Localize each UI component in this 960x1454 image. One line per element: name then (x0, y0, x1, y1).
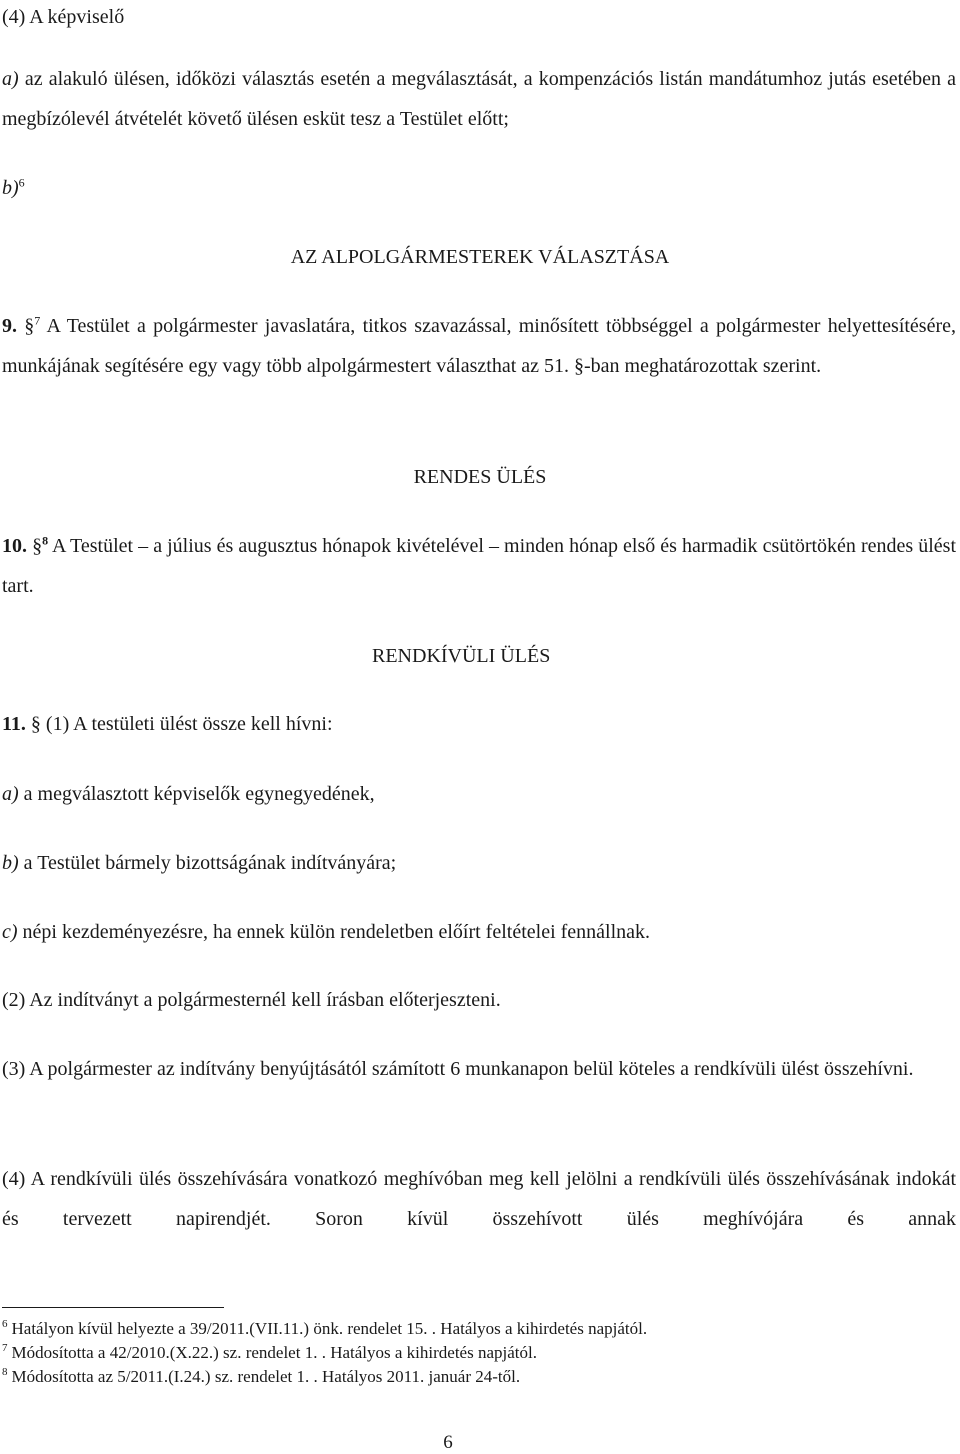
section-9-text: A Testület a polgármester javaslatára, titkos szavazással, minősített többséggel a polgármester helyettesítésére, munkájának segítésére egy vagy több alpolgármestert választhat az 51. §-ban meghatározottak szerint. (2, 315, 957, 377)
paragraph-4a-text: az alakuló ülésen, időközi választás esetén a megválasztását, a kompenzációs listán mandátumhoz jutás esetében a megbízólevél átvételét követő ülésen esküt tesz a Testület előtt; (2, 68, 956, 130)
paragraph-4-heading: (4) A képviselő (2, 6, 125, 28)
section-10 (2, 526, 956, 606)
item-c-text: népi kezdeményezésre, ha ennek külön rendeletben előírt feltételei fennállnak. (17, 921, 651, 943)
item-a-text: a megválasztott képviselők egynegyedének, (18, 783, 375, 805)
paragraph-4a (2, 59, 956, 139)
section-11-item-a (2, 774, 956, 814)
section-11-intro: (1) A testületi ülést össze kell hívni: (40, 713, 333, 735)
footnote-number: 7 (2, 1342, 8, 1355)
section-11-3: (3) A polgármester az indítvány benyújtásától számított 6 munkanapon belül köteles a rendkívüli ülést összehívni. (2, 1058, 914, 1080)
paragraph-4b-label: b) (2, 177, 19, 199)
section-11-1 (2, 704, 956, 744)
footnote-text: Hatályon kívül helyezte a 39/2011.(VII.11.) önk. rendelet 15. . Hatályos a kihirdetés napjától. (11, 1319, 648, 1338)
section-11-item-b (2, 843, 956, 883)
footnote-8 (2, 1366, 520, 1388)
item-b-label: b) (2, 852, 19, 874)
section-sign: § (24, 315, 35, 337)
footnote-6 (2, 1318, 647, 1340)
footnote-text: Módosította a 42/2010.(X.22.) sz. rendelet 1. . Hatályos a kihirdetés napjától. (11, 1343, 537, 1362)
paragraph-4b (2, 168, 956, 208)
item-a-label: a) (2, 783, 19, 805)
section-9-number: 9. (2, 315, 17, 337)
page-number: 6 (443, 1432, 453, 1453)
section-sign: § (32, 535, 43, 557)
item-b-text: a Testület bármely bizottságának indítványára; (18, 852, 397, 874)
section-11-number: 11. (2, 713, 26, 735)
footnote-ref-7: 7 (34, 313, 41, 328)
heading-alpolgarmesterek: AZ ALPOLGÁRMESTEREK VÁLASZTÁSA (290, 246, 670, 268)
paragraph-4a-label: a) (2, 68, 19, 90)
footnote-number: 6 (2, 1318, 8, 1331)
footnote-ref-6: 6 (18, 175, 25, 190)
footnote-7 (2, 1342, 537, 1364)
footnote-number: 8 (2, 1366, 8, 1379)
section-10-number: 10. (2, 535, 27, 557)
section-9 (2, 306, 956, 386)
heading-rendkivuli-ules: RENDKÍVÜLI ÜLÉS (372, 645, 551, 667)
item-c-label: c) (2, 921, 18, 943)
footnote-ref-8: 8 (42, 533, 49, 548)
footnote-separator (2, 1307, 224, 1308)
section-11-2: (2) Az indítványt a polgármesternél kell írásban előterjeszteni. (2, 989, 501, 1011)
heading-rendes-ules: RENDES ÜLÉS (413, 466, 547, 488)
footnote-text: Módosította az 5/2011.(I.24.) sz. rendelet 1. . Hatályos 2011. január 24-től. (11, 1367, 521, 1386)
section-11-4: (4) A rendkívüli ülés összehívására vonatkozó meghívóban meg kell jelölni a rendkívüli ülés összehívásának indokát és tervezett napirendjét. Soron kívül összehívott ülés meghívójára és annak (2, 1168, 956, 1230)
section-11-item-c (2, 912, 956, 952)
section-sign: § (30, 713, 41, 735)
section-10-text: A Testület – a július és augusztus hónapok kivételével – minden hónap első és harmadik csütörtökén rendes ülést tart. (2, 535, 957, 597)
